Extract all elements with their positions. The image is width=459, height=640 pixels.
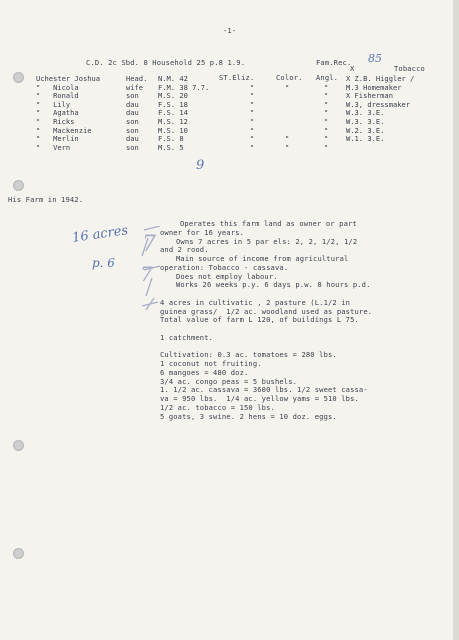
- body-line: 1/2 ac. tobacco = 150 lbs.: [160, 402, 275, 412]
- punch-hole: [13, 180, 24, 191]
- body-line: 6 mangoes = 480 doz.: [160, 367, 249, 377]
- body-line: Owns 7 acres in 5 par els: 2, 2, 1/2, 1/2: [176, 236, 358, 246]
- fam-rec-number: 85: [368, 52, 382, 65]
- body-line: Total value of farm L 120, of buildings L 75.: [160, 315, 359, 325]
- member-relation: wife: [126, 82, 144, 92]
- tobacco-label: Tobacco: [394, 64, 425, 73]
- body-line: 4 acres in cultivatic , 2 pasture (L.1/2 in: [160, 297, 351, 307]
- member-code: M.S. 10: [158, 125, 188, 135]
- member-occupation: W.2. 3.E.: [346, 125, 385, 135]
- col-st-eliz: ST.Eliz.: [219, 73, 255, 82]
- member-name: " Agatha: [36, 108, 79, 118]
- member-name: " Lily: [36, 99, 71, 109]
- col-angl-value: ": [324, 125, 329, 135]
- member-code: N.M. 42: [158, 74, 188, 83]
- member-name: Uchester Joshua: [36, 74, 101, 83]
- body-line: Does not employ labour.: [176, 271, 278, 281]
- fam-rec-label: Fam.Rec.: [316, 58, 352, 67]
- col-angl-value: ": [324, 99, 329, 109]
- margin-mark: 7: [142, 232, 156, 257]
- member-relation: son: [126, 142, 139, 152]
- col-st-eliz-value: ": [250, 117, 255, 126]
- margin-note-acres: 16 acres: [71, 223, 130, 246]
- member-relation: son: [126, 117, 139, 126]
- member-code: F.M. 38 7.7.: [158, 82, 210, 92]
- col-color-value: ": [285, 142, 290, 152]
- margin-mark: 7: [140, 262, 153, 286]
- member-relation: son: [126, 91, 139, 101]
- body-line: owner for 16 years.: [160, 227, 244, 237]
- col-angl-value: ": [324, 82, 329, 92]
- member-name: " Nicola: [36, 82, 79, 92]
- member-code: F.S. 18: [158, 99, 188, 109]
- body-line: Operates this farm land as owner or part: [180, 219, 357, 228]
- member-relation: Head.: [126, 74, 148, 83]
- body-line: Main source of income from agricultural: [176, 254, 349, 263]
- col-color-value: ": [285, 134, 290, 144]
- handwritten-count: 9: [196, 158, 205, 173]
- member-occupation: X Fisherman: [346, 91, 393, 101]
- page-number: -1-: [223, 26, 237, 35]
- member-occupation: W.1. 3.E.: [346, 134, 385, 144]
- col-st-eliz-value: ": [250, 91, 255, 101]
- member-relation: dau: [126, 108, 139, 118]
- punch-hole: [13, 548, 24, 559]
- col-st-eliz-value: ": [250, 108, 255, 118]
- body-line: guinea grass/ 1/2 ac. woodland used as pasture.: [160, 306, 373, 316]
- col-st-eliz-value: ": [250, 99, 255, 109]
- member-relation: dau: [126, 134, 139, 144]
- member-code: M.S. 20: [158, 91, 188, 101]
- body-line: 3/4 ac. congo peas = 5 bushels.: [160, 376, 298, 386]
- col-st-eliz-value: ": [250, 82, 255, 92]
- page-edge-shadow: [453, 0, 459, 640]
- member-name: " Ricks: [36, 117, 75, 126]
- margin-note-page: p. 6: [92, 256, 115, 270]
- body-line: 1 catchment.: [160, 332, 214, 342]
- body-line: va = 950 lbs. 1/4 ac. yellow yams = 510 lbs.: [160, 394, 359, 403]
- body-line: 1. 1/2 ac. cassava = 3600 lbs. 1/2 sweet cassa-: [160, 385, 368, 395]
- col-angl-value: ": [324, 108, 329, 118]
- section-title: His Farm in 1942.: [8, 195, 84, 204]
- punch-hole: [13, 440, 24, 451]
- member-code: M.S. 5: [158, 142, 184, 152]
- member-name: " Vern: [36, 142, 71, 152]
- col-st-eliz-value: ": [250, 142, 255, 152]
- member-occupation: X Z.B. Higgler /: [346, 74, 415, 83]
- x-mark: X: [350, 64, 355, 73]
- member-name: " Merlin: [36, 134, 79, 144]
- member-name: " Ronald: [36, 91, 79, 101]
- col-color-value: ": [285, 82, 290, 92]
- col-angl-value: ": [324, 134, 329, 144]
- body-line: Works 26 weeks p.y. 6 days p.w. 8 hours p.d.: [176, 280, 371, 290]
- member-relation: dau: [126, 99, 139, 109]
- member-occupation: W.3. 3.E.: [346, 108, 385, 118]
- body-line: operation: Tobacco - cassava.: [160, 262, 289, 272]
- member-code: F.S. 8: [158, 134, 184, 144]
- col-st-eliz-value: ": [250, 134, 255, 144]
- col-angl-value: ": [324, 91, 329, 101]
- member-code: M.S. 12: [158, 117, 188, 126]
- col-angl-value: ": [324, 117, 329, 126]
- col-color: Color.: [276, 73, 303, 82]
- member-occupation: W.3, dressmaker: [346, 99, 411, 109]
- body-line: 5 goats, 3 swine. 2 hens = 10 doz. eggs.: [160, 411, 337, 421]
- member-relation: son: [126, 125, 139, 135]
- body-line: 1 coconut not fruiting.: [160, 359, 262, 368]
- member-occupation: M.3 Homemaker: [346, 82, 402, 92]
- member-code: F.S. 14: [158, 108, 188, 118]
- member-occupation: W.3. 3.E.: [346, 117, 385, 126]
- punch-hole: [13, 72, 24, 83]
- col-angl-value: ": [324, 142, 329, 152]
- body-line: and 2 rood.: [160, 245, 209, 255]
- col-angl: Angl.: [316, 73, 339, 82]
- col-st-eliz-value: ": [250, 125, 255, 135]
- member-name: " Mackenzie: [36, 125, 92, 135]
- body-line: Cultivation: 0.3 ac. tomatoes = 280 lbs.: [160, 350, 337, 360]
- census-header: C.D. 2c Sbd. 8 Household 25 p.8 1.9.: [86, 58, 246, 67]
